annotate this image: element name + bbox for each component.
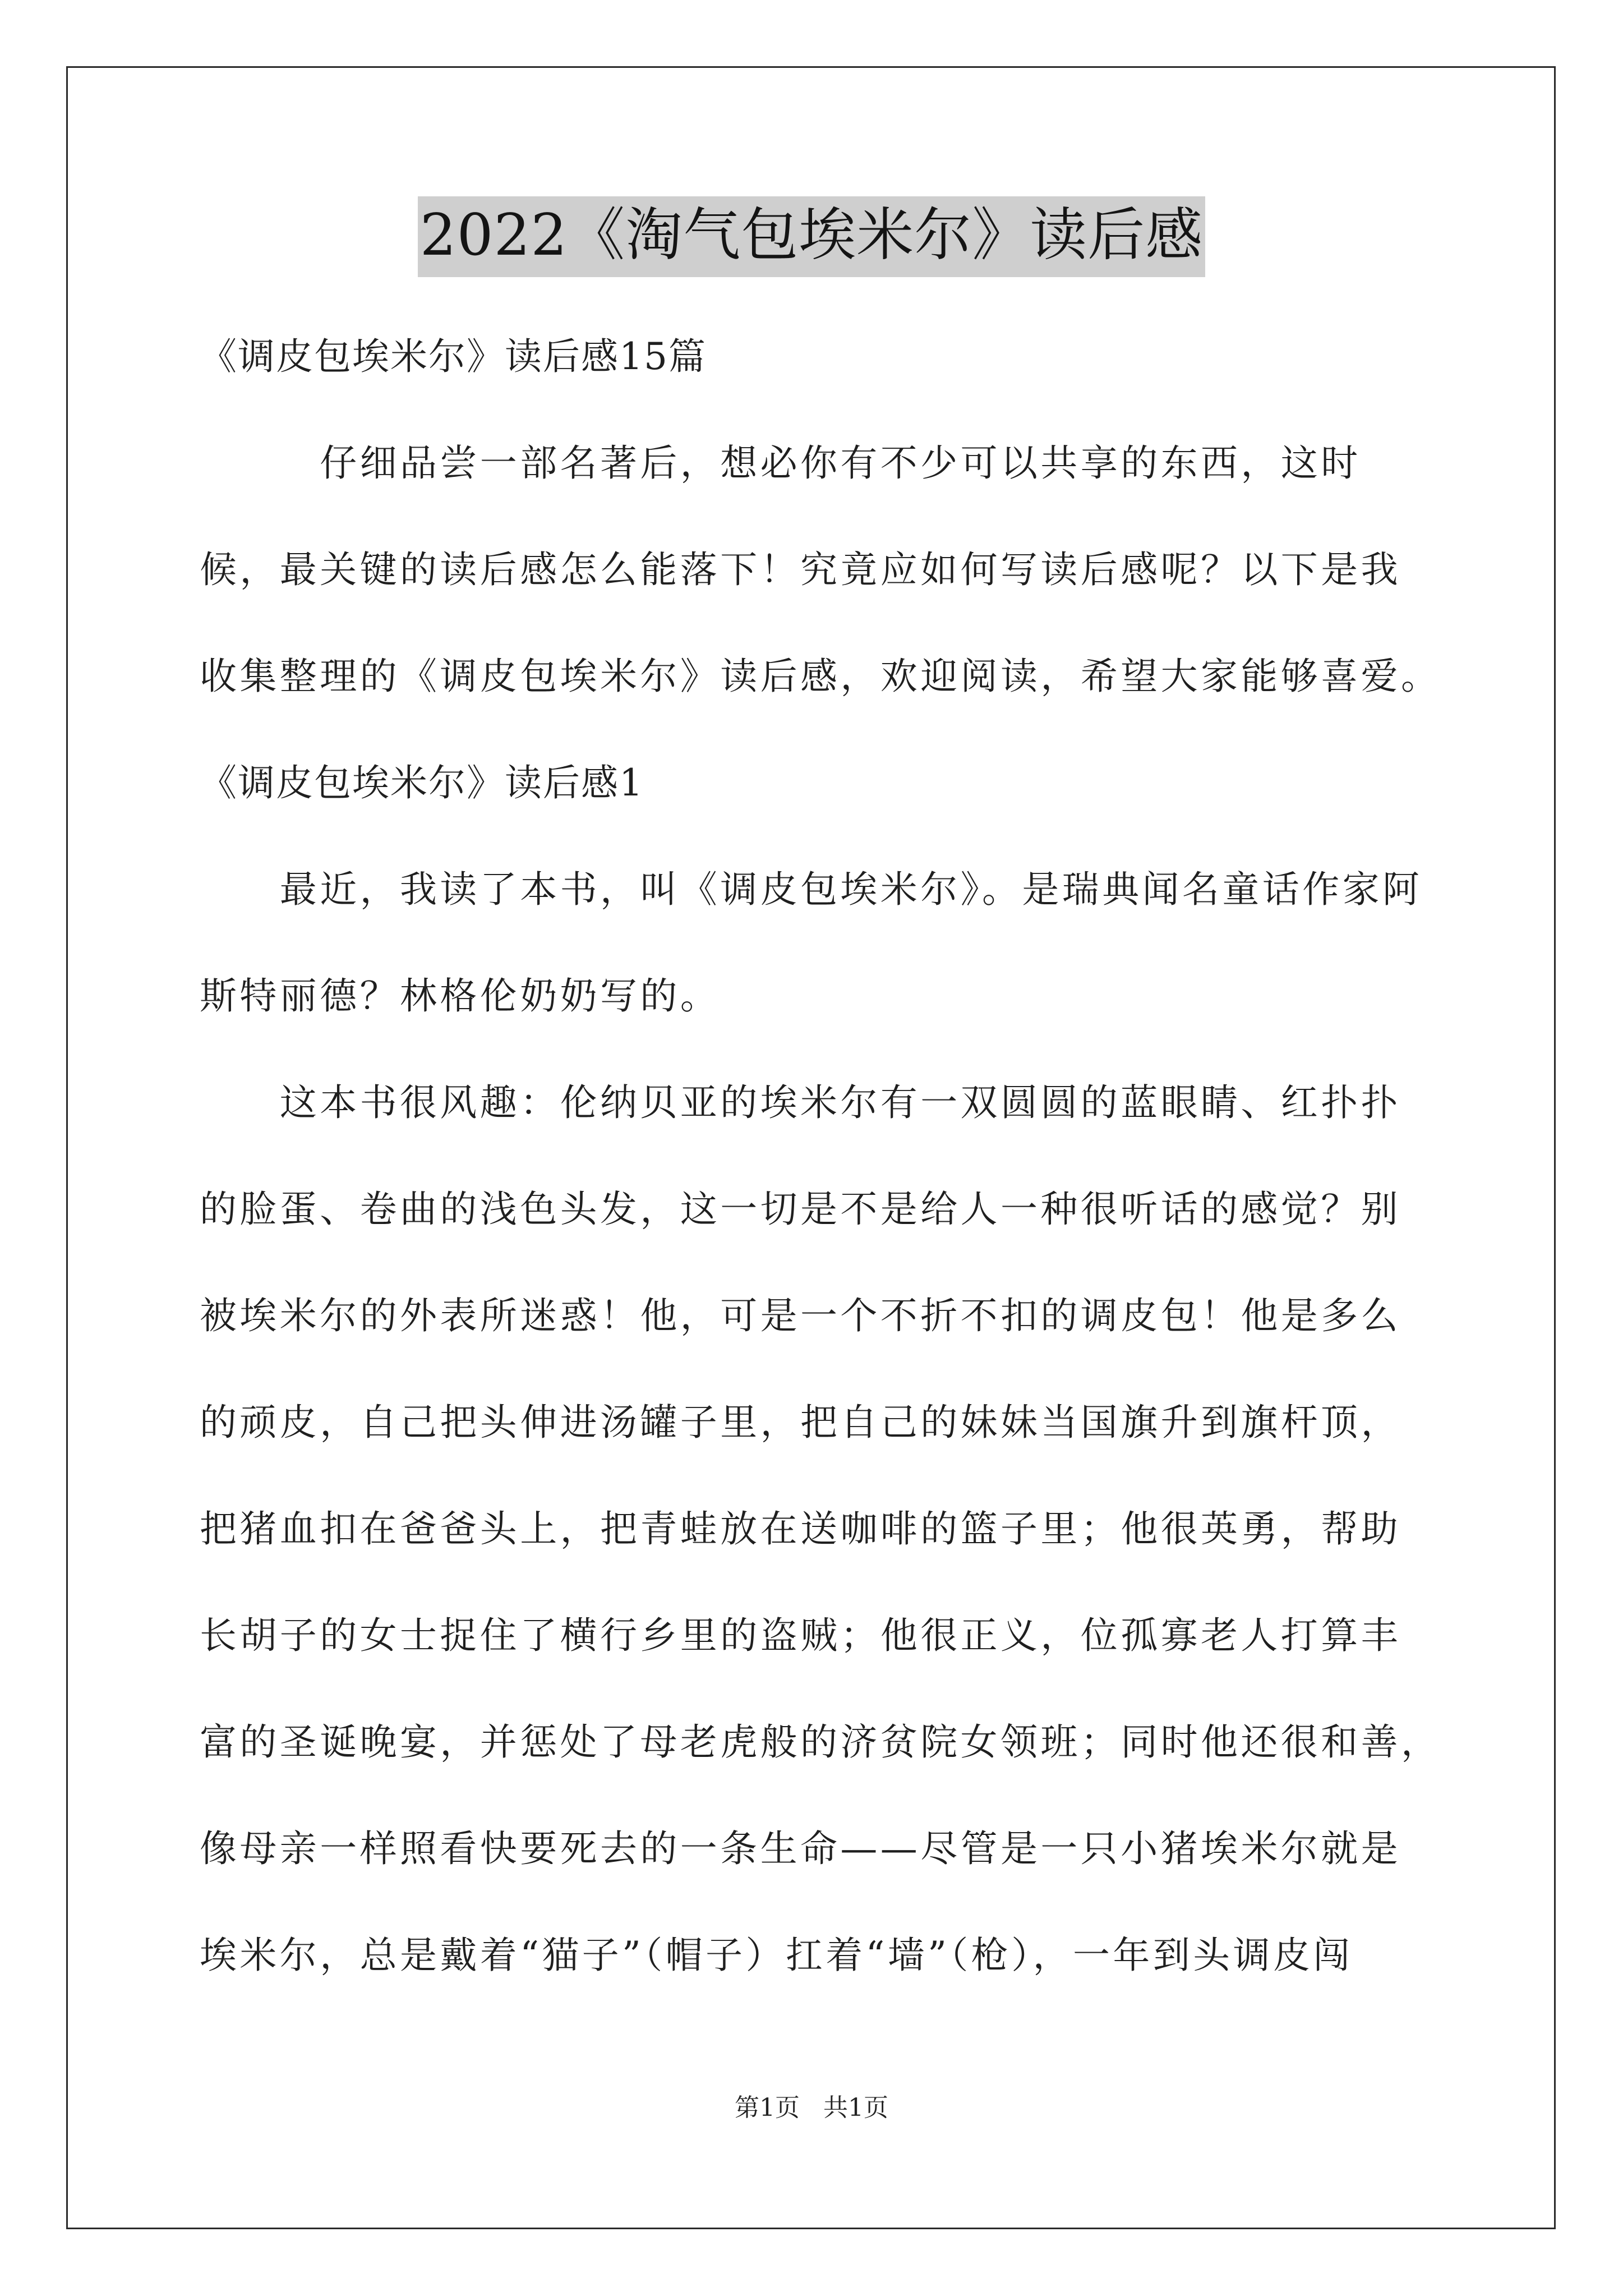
document-body xyxy=(200,332,1441,2037)
page-footer xyxy=(0,2092,1623,2124)
page-number-current: 第1页 xyxy=(735,2093,800,2122)
body-line: 长胡子的女士捉住了横行乡里的盗贼；他很正义，位孤寡老人打算丰 xyxy=(200,1614,1401,1657)
document-title: 2022《淘气包埃米尔》读后感 xyxy=(418,196,1206,277)
title-container xyxy=(0,196,1623,277)
page-number-total: 共1页 xyxy=(823,2093,888,2122)
body-line: 富的圣诞晚宴，并惩处了母老虎般的济贫院女领班；同时他还很和善， xyxy=(200,1720,1441,1764)
body-line: 埃米尔，总是戴着“猫子”（帽子）扛着“墙”（枪），一年到头调皮闯 xyxy=(200,1934,1353,1977)
subtitle-line: 《调皮包埃米尔》读后感15篇 xyxy=(200,335,707,378)
body-line: 最近，我读了本书，叫《调皮包埃米尔》。是瑞典闻名童话作家阿 xyxy=(200,868,1423,911)
body-line: 像母亲一样照看快要死去的一条生命——尽管是一只小猪埃米尔就是 xyxy=(200,1827,1401,1870)
body-line: 的顽皮，自己把头伸进汤罐子里，把自己的妹妹当国旗升到旗杆顶， xyxy=(200,1401,1401,1444)
section-heading: 《调皮包埃米尔》读后感1 xyxy=(200,761,644,804)
body-line: 把猪血扣在爸爸头上，把青蛙放在送咖啡的篮子里；他很英勇，帮助 xyxy=(200,1507,1401,1550)
body-line: 这本书很风趣：伦纳贝亚的埃米尔有一双圆圆的蓝眼睛、红扑扑 xyxy=(200,1081,1401,1124)
body-line: 收集整理的《调皮包埃米尔》读后感，欢迎阅读，希望大家能够喜爱。 xyxy=(200,655,1441,698)
body-line: 被埃米尔的外表所迷惑！他，可是一个不折不扣的调皮包！他是多么 xyxy=(200,1294,1401,1337)
body-line: 斯特丽德？林格伦奶奶写的。 xyxy=(200,974,721,1018)
body-line: 候，最关键的读后感怎么能落下！究竟应如何写读后感呢？以下是我 xyxy=(200,548,1401,591)
body-line: 仔细品尝一部名著后，想必你有不少可以共享的东西，这时 xyxy=(200,441,1361,485)
body-line: 的脸蛋、卷曲的浅色头发，这一切是不是给人一种很听话的感觉？别 xyxy=(200,1188,1401,1231)
